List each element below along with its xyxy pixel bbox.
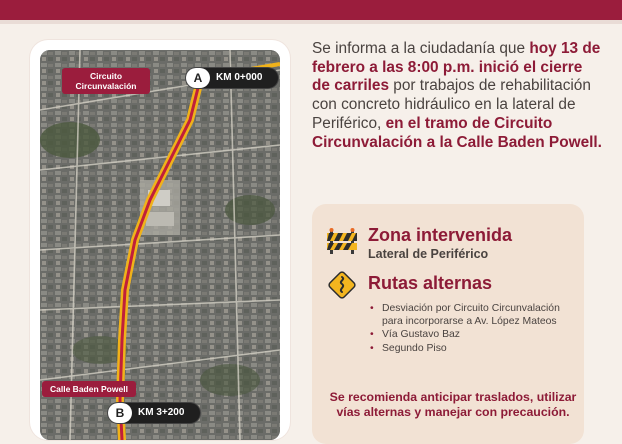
intro-text-1: Se informa a la ciudadanía que <box>312 40 530 57</box>
point-a-km: KM 0+000 <box>216 72 263 83</box>
top-banner <box>0 0 622 20</box>
barrier-icon <box>327 228 357 254</box>
intro-paragraph <box>312 40 602 152</box>
alternate-routes-list <box>370 303 570 356</box>
map-card <box>30 40 290 440</box>
route-item: • Segundo Piso <box>370 343 570 356</box>
zona-subtitle: Lateral de Periférico <box>368 247 489 261</box>
recommendation-text: Se recomienda anticipar traslados, utilizar vías alternas y manejar con precaución. <box>329 390 577 419</box>
point-b-marker[interactable] <box>108 403 200 423</box>
point-b-label: Calle Baden Powell <box>42 381 136 397</box>
intro-text-2: por trabajos de rehabilitación con concreto hidráulico en la lateral de Periférico, <box>312 77 591 132</box>
intro-bold-section: en el tramo de Circuito Circunvalación a la Calle Baden Powell. <box>312 114 602 151</box>
point-b-letter: B <box>108 403 132 423</box>
point-a-label: Circuito Circunvalación <box>62 68 150 94</box>
point-a-letter: A <box>186 68 210 88</box>
rutas-title: Rutas alternas <box>368 273 493 293</box>
banner-divider <box>0 20 622 24</box>
intro-bold-date: hoy 13 de febrero a las 8:00 p.m. inició el cierre de carriles <box>312 40 601 95</box>
point-b-km: KM 3+200 <box>138 407 185 418</box>
zona-title: Zona intervenida <box>368 225 513 245</box>
point-a-marker[interactable] <box>186 68 278 88</box>
route-item: • Vía Gustavo Baz <box>370 329 570 342</box>
winding-road-sign-icon <box>327 270 357 300</box>
route-item: • Desviación por Circuito Circunvalación para incorporarse a Av. López Mateos <box>370 303 570 328</box>
